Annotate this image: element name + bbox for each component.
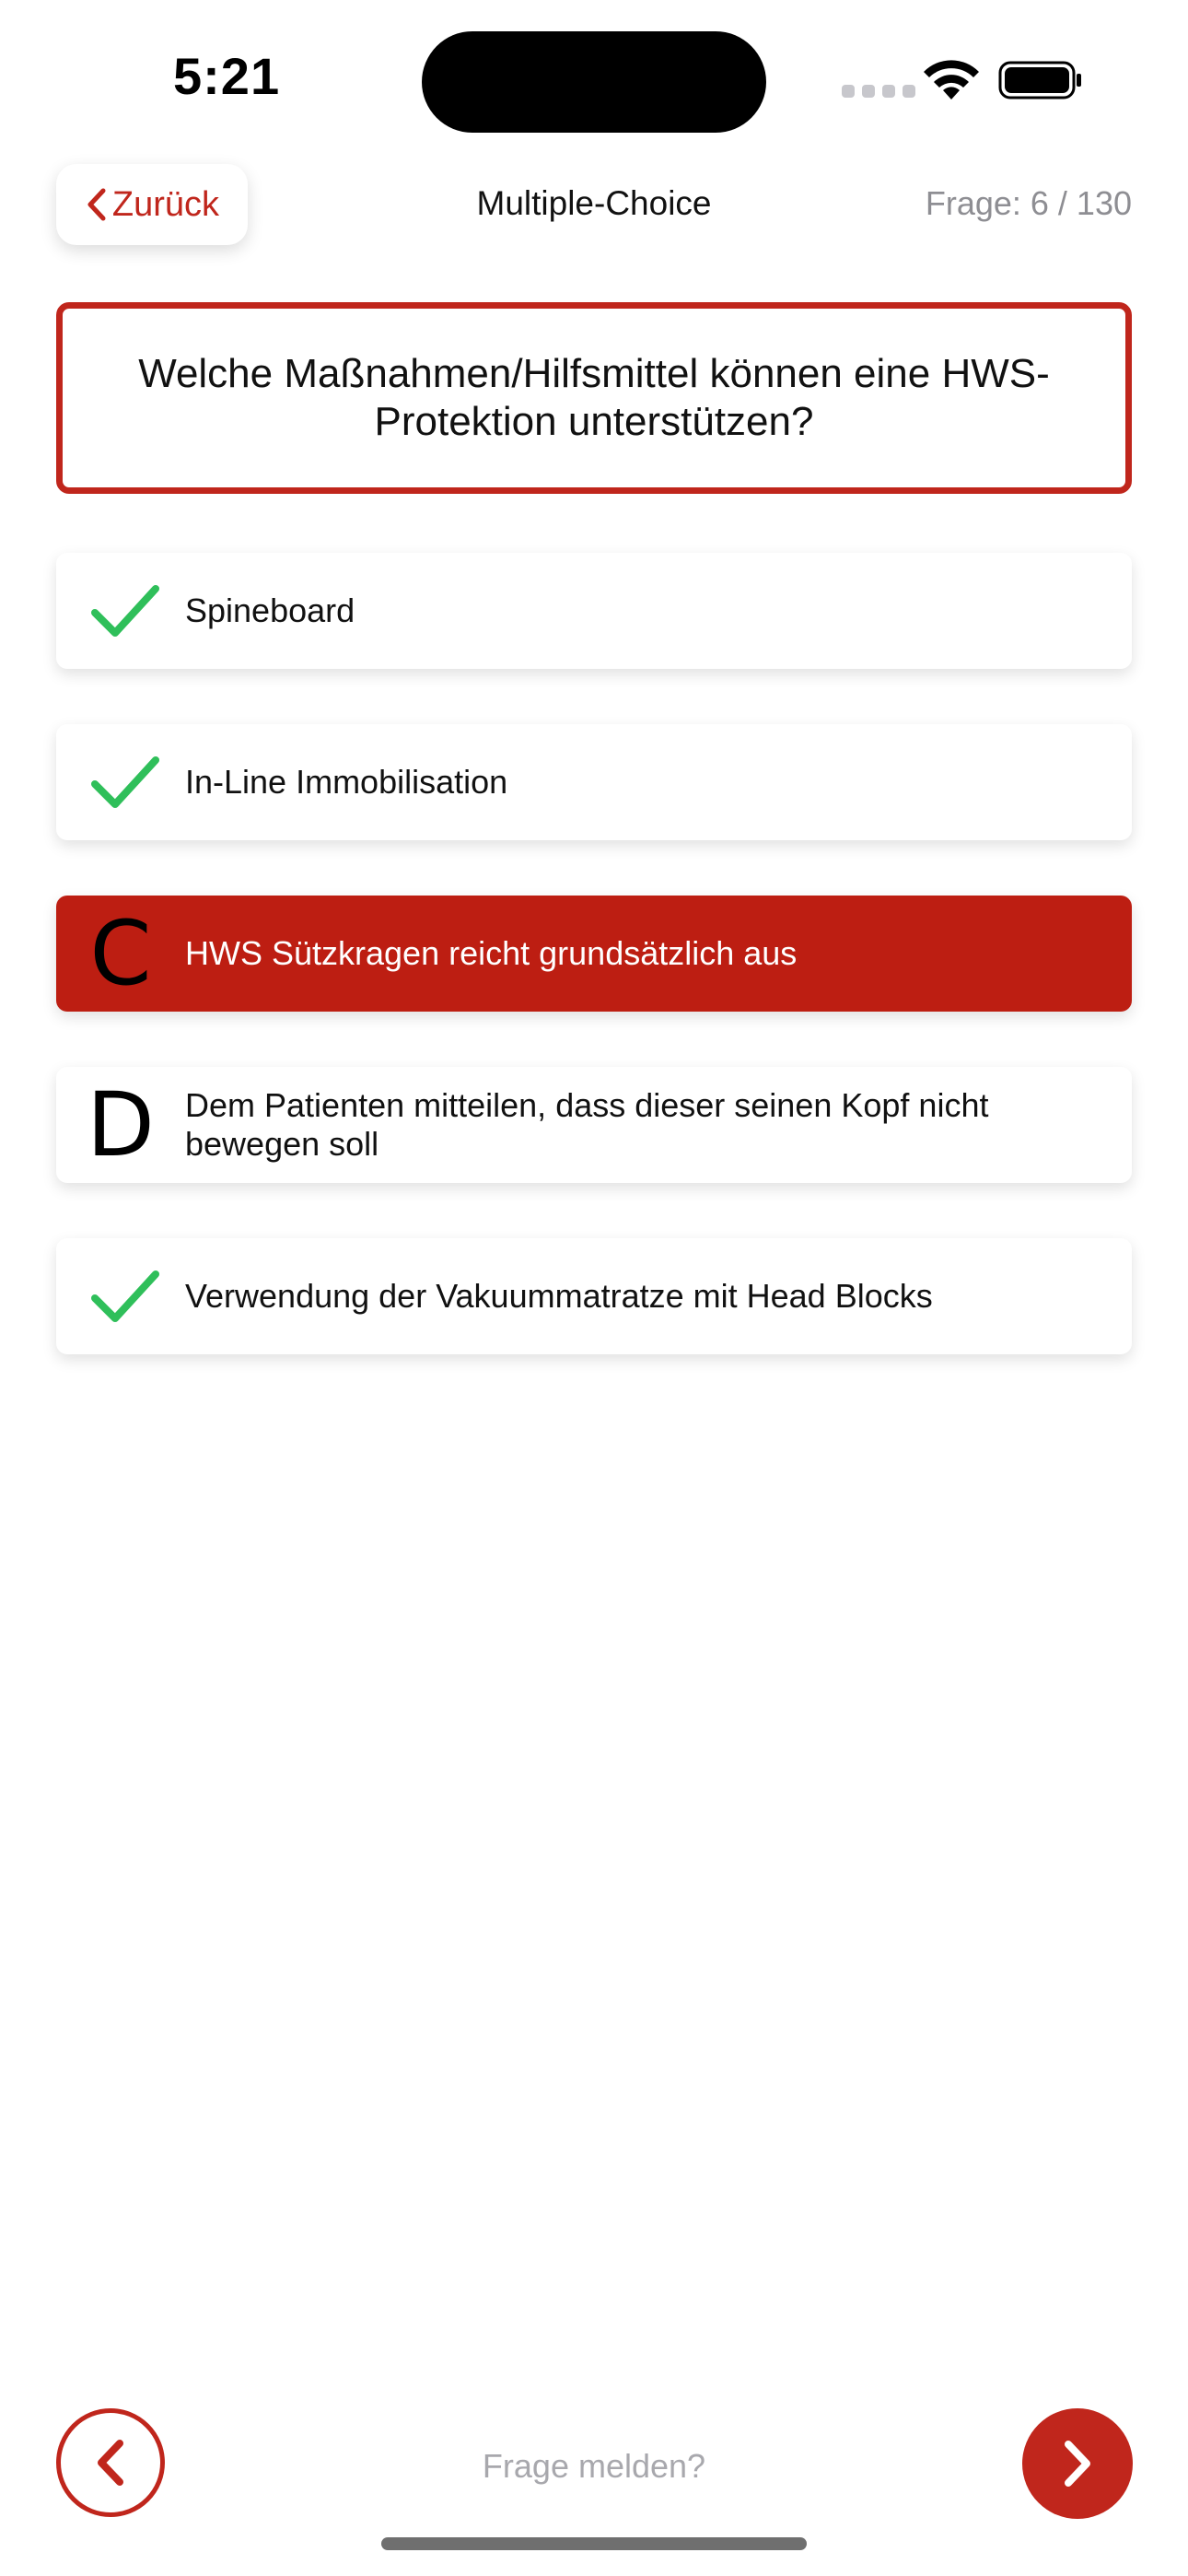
answer-option-e[interactable] — [56, 1238, 1132, 1354]
answer-option-a[interactable] — [56, 553, 1132, 669]
report-question-link[interactable]: Frage melden? — [482, 2447, 706, 2485]
answer-label: HWS Sützkragen reicht grundsätzlich aus — [185, 934, 798, 972]
check-icon — [91, 1269, 159, 1324]
next-question-button[interactable] — [1022, 2408, 1133, 2519]
wifi-icon — [921, 57, 982, 101]
question-text: Welche Maßnahmen/Hilfsmittel können eine HWS-Protektion unterstützen? — [138, 351, 1050, 444]
answer-option-d[interactable] — [56, 1067, 1132, 1183]
question-counter: Frage: 6 / 130 — [925, 184, 1132, 222]
dynamic-island — [422, 31, 766, 133]
answer-letter: C — [89, 902, 152, 1005]
answer-label: Verwendung der Vakuummatratze mit Head Blocks — [185, 1277, 933, 1315]
battery-icon — [998, 61, 1083, 100]
chevron-right-icon — [1059, 2437, 1096, 2490]
answer-label: In-Line Immobilisation — [185, 763, 508, 801]
status-time: 5:21 — [173, 47, 281, 105]
answer-letter: D — [87, 1073, 155, 1177]
cellular-signal-icon — [842, 85, 915, 98]
answer-label: Dem Patienten mitteilen, dass dieser seinen Kopf nicht bewegen soll — [185, 1086, 989, 1163]
check-icon — [91, 755, 159, 810]
answer-option-c[interactable] — [56, 896, 1132, 1012]
page-title: Multiple-Choice — [476, 184, 712, 222]
check-icon — [91, 583, 159, 638]
answer-option-b[interactable] — [56, 724, 1132, 840]
back-label: Zurück — [111, 184, 220, 224]
question-card — [56, 302, 1132, 494]
answer-label: Spineboard — [185, 591, 355, 629]
home-indicator[interactable] — [381, 2537, 807, 2550]
